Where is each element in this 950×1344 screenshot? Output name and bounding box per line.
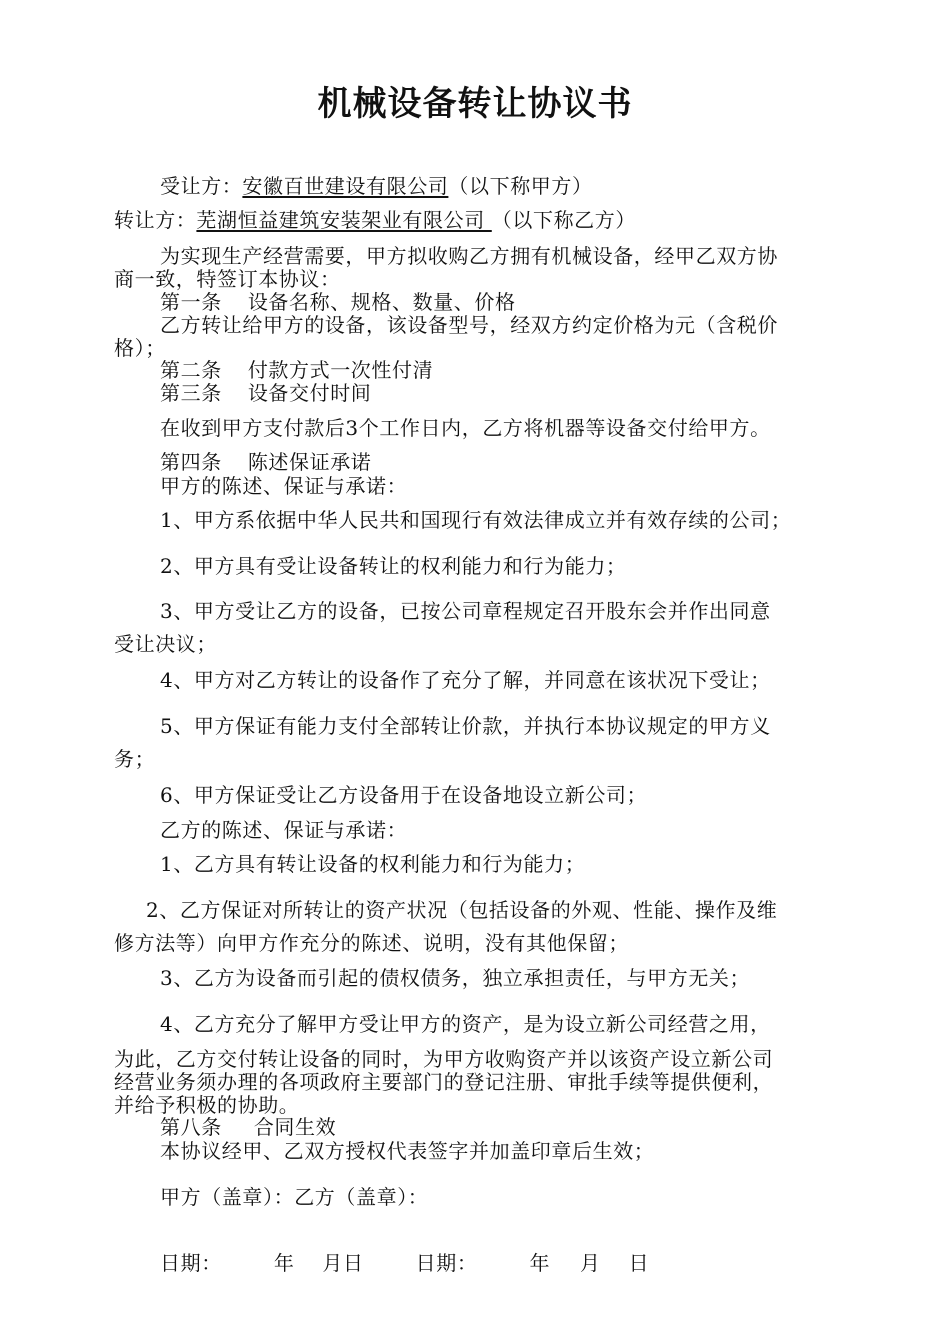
party-a-year-label: 年	[273, 1251, 295, 1275]
party-a-item-1: 1、甲方系依据中华人民共和国现行有效法律成立并有效存续的公司；	[160, 508, 792, 532]
party-b-item-2-line-2: 修方法等）向甲方作充分的陈述、说明，没有其他保留；	[114, 931, 629, 955]
article-2-number: 第二条	[160, 358, 222, 382]
transferor-name: 芜湖恒益建筑安装架业有限公司	[196, 208, 492, 232]
article-3-title: 设备交付时间	[247, 381, 372, 405]
article-1-body-2: 格）；	[114, 336, 166, 360]
party-b-seal-label: 乙方（盖章）：	[294, 1185, 429, 1209]
article-4-title: 陈述保证承诺	[247, 450, 372, 474]
party-b-item-4-line-2: 为此，乙方交付转让设备的同时，为甲方收购资产并以该资产设立新公司	[114, 1047, 774, 1071]
article-1-number: 第一条	[160, 290, 222, 314]
party-b-statements-header: 乙方的陈述、保证与承诺：	[160, 818, 408, 842]
transferee-line	[160, 173, 593, 199]
party-b-item-4-line-3: 经营业务须办理的各项政府主要部门的登记注册、审批手续等提供便利，	[114, 1070, 774, 1094]
party-b-year-label: 年	[529, 1251, 551, 1275]
intro-line-1: 为实现生产经营需要，甲方拟收购乙方拥有机械设备，经甲乙双方协	[160, 244, 778, 268]
transferee-label: 受让方：	[160, 174, 243, 198]
party-a-item-5-line-1: 5、甲方保证有能力支付全部转让价款，并执行本协议规定的甲方义	[160, 714, 771, 738]
party-a-seal-label: 甲方（盖章）：	[160, 1185, 295, 1209]
article-2-title: 付款方式一次性付清	[247, 358, 434, 382]
transferor-suffix: （以下称乙方）	[491, 208, 636, 232]
article-1-title: 设备名称、规格、数量、价格	[247, 290, 516, 314]
party-a-item-3-line-2: 受让决议；	[114, 632, 217, 656]
article-8-number: 第八条	[160, 1115, 222, 1139]
party-a-statements-header: 甲方的陈述、保证与承诺：	[160, 474, 408, 498]
party-b-date-label: 日期：	[415, 1251, 478, 1275]
party-b-item-4-line-1: 4、乙方充分了解甲方受让甲方的资产，是为设立新公司经营之用，	[160, 1012, 771, 1036]
party-a-date-label: 日期：	[160, 1251, 222, 1275]
article-8-body: 本协议经甲、乙双方授权代表签字并加盖印章后生效；	[160, 1139, 655, 1163]
transferor-line	[114, 207, 636, 233]
party-a-item-5-line-2: 务；	[114, 747, 156, 771]
party-b-item-1: 1、乙方具有转让设备的权利能力和行为能力；	[160, 852, 586, 876]
transferee-name: 安徽百世建设有限公司	[242, 174, 449, 198]
transferor-label: 转让方：	[114, 208, 197, 232]
party-b-item-4-line-4: 并给予积极的协助。	[114, 1093, 300, 1117]
date-line	[160, 1250, 649, 1276]
party-a-month-day-label: 月日	[322, 1251, 364, 1275]
article-3-number: 第三条	[160, 381, 222, 405]
party-b-day-label: 日	[628, 1251, 650, 1275]
party-a-item-6: 6、甲方保证受让乙方设备用于在设备地设立新公司；	[160, 783, 648, 807]
party-b-month-label: 月	[580, 1251, 601, 1275]
transferee-suffix: （以下称甲方）	[448, 174, 593, 198]
seal-line	[160, 1184, 428, 1210]
article-8-title: 合同生效	[253, 1115, 337, 1139]
party-a-item-4: 4、甲方对乙方转让的设备作了充分了解，并同意在该状况下受让；	[160, 668, 771, 692]
party-a-item-2: 2、甲方具有受让设备转让的权利能力和行为能力；	[160, 554, 627, 578]
article-1-body-1: 乙方转让给甲方的设备，该设备型号，经双方约定价格为元（含税价	[160, 313, 778, 337]
intro-line-2: 商一致，特签订本协议：	[114, 267, 341, 291]
article-4-heading	[160, 449, 371, 475]
article-8-heading	[160, 1114, 336, 1140]
document-title: 机械设备转让协议书	[317, 84, 633, 124]
article-4-number: 第四条	[160, 450, 222, 474]
party-b-item-3: 3、乙方为设备而引起的债权债务，独立承担责任，与甲方无关；	[160, 966, 751, 990]
party-b-item-2-line-1: 2、乙方保证对所转让的资产状况（包括设备的外观、性能、操作及维	[146, 898, 778, 922]
article-3-heading	[160, 380, 371, 406]
party-a-item-3-line-1: 3、甲方受让乙方的设备，已按公司章程规定召开股东会并作出同意	[160, 599, 771, 623]
article-3-body: 在收到甲方支付款后3个工作日内，乙方将机器等设备交付给甲方。	[160, 416, 771, 440]
